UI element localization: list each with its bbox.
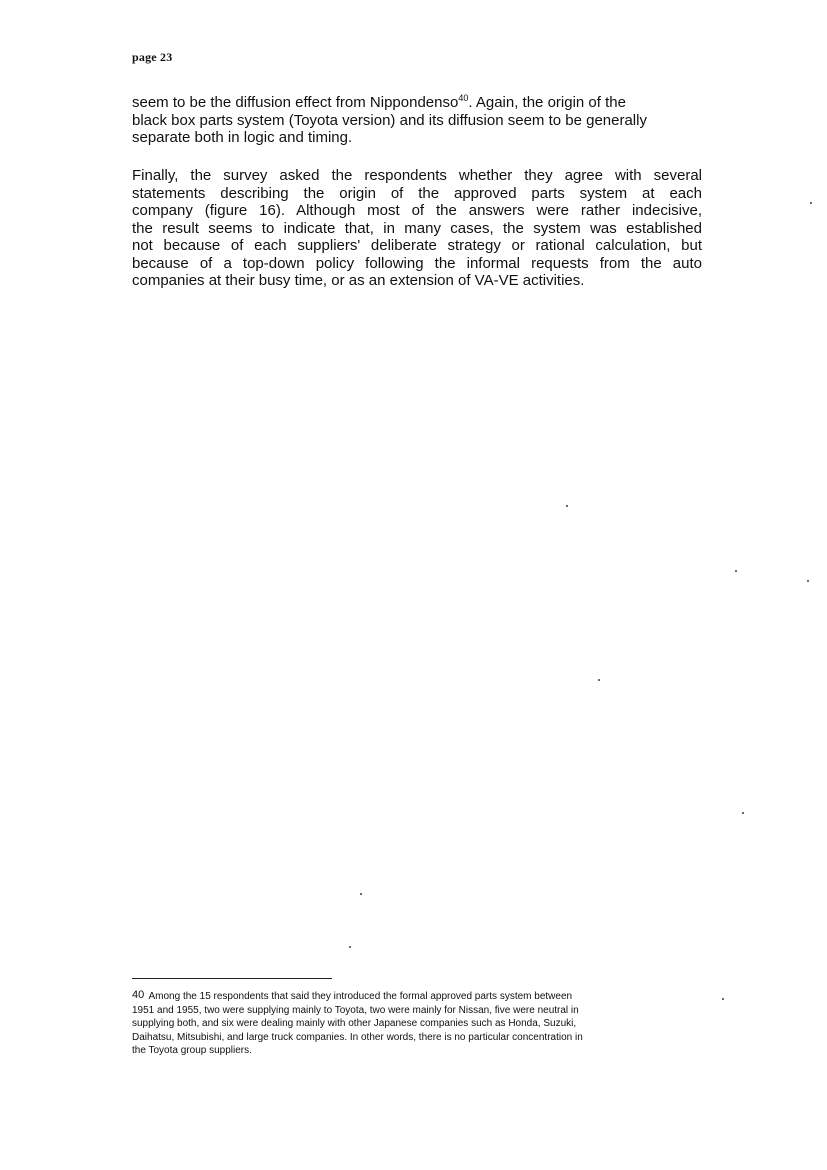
text-segment: . Again, the origin of the — [468, 94, 626, 111]
scan-speck — [735, 570, 737, 572]
footnote-text: Among the 15 respondents that said they introduced the formal approved parts system between — [148, 991, 573, 1002]
text-line: statements describing the origin of the approved parts system at each — [132, 184, 702, 202]
scan-speck — [807, 580, 809, 582]
scan-speck — [349, 946, 351, 948]
text-line: company (figure 16). Although most of the answers were rather indecisive, — [132, 202, 702, 219]
footnote-mark: 40 — [132, 989, 145, 1001]
footnote-line: 1951 and 1955, two were supplying mainly to Toyota, two were mainly for Nissan, five were neutral in — [132, 1004, 579, 1016]
footnote-line: the Toyota group suppliers. — [132, 1045, 252, 1056]
scan-speck — [742, 812, 744, 814]
footnote-reference[interactable]: 40 — [458, 93, 469, 103]
scan-speck — [722, 998, 724, 1000]
footnote-line: supplying both, and six were dealing mainly with other Japanese companies such as Honda, Suzuki, — [132, 1018, 577, 1029]
footnote-40 — [132, 989, 702, 1058]
scan-speck — [360, 893, 362, 895]
scan-speck — [566, 505, 568, 507]
text-line: Finally, the survey asked the respondents whether they agree with several — [132, 167, 702, 184]
text-line: companies at their busy time, or as an extension of VA-VE activities. — [132, 272, 585, 289]
text-line: separate both in logic and timing. — [132, 129, 353, 146]
footnote-line: Daihatsu, Mitsubishi, and large truck companies. In other words, there is no particular concentration in — [132, 1031, 583, 1043]
text-line: not because of each suppliers' deliberate strategy or rational calculation, but — [132, 237, 702, 254]
footnote-divider — [132, 978, 332, 979]
footnote-line — [132, 989, 702, 1004]
scan-speck — [810, 202, 812, 204]
text-line — [132, 94, 702, 112]
page-number: page 23 — [132, 50, 173, 64]
text-line: the result seems to indicate that, in many cases, the system was established — [132, 219, 702, 237]
paragraph-diffusion — [132, 94, 702, 147]
paragraph-survey-conclusion — [132, 167, 702, 290]
scan-speck — [598, 679, 600, 681]
text-segment: seem to be the diffusion effect from Nippondenso — [132, 94, 459, 111]
text-line: because of a top-down policy following the informal requests from the auto — [132, 254, 702, 272]
text-line: black box parts system (Toyota version) and its diffusion seem to be generally — [132, 111, 647, 129]
